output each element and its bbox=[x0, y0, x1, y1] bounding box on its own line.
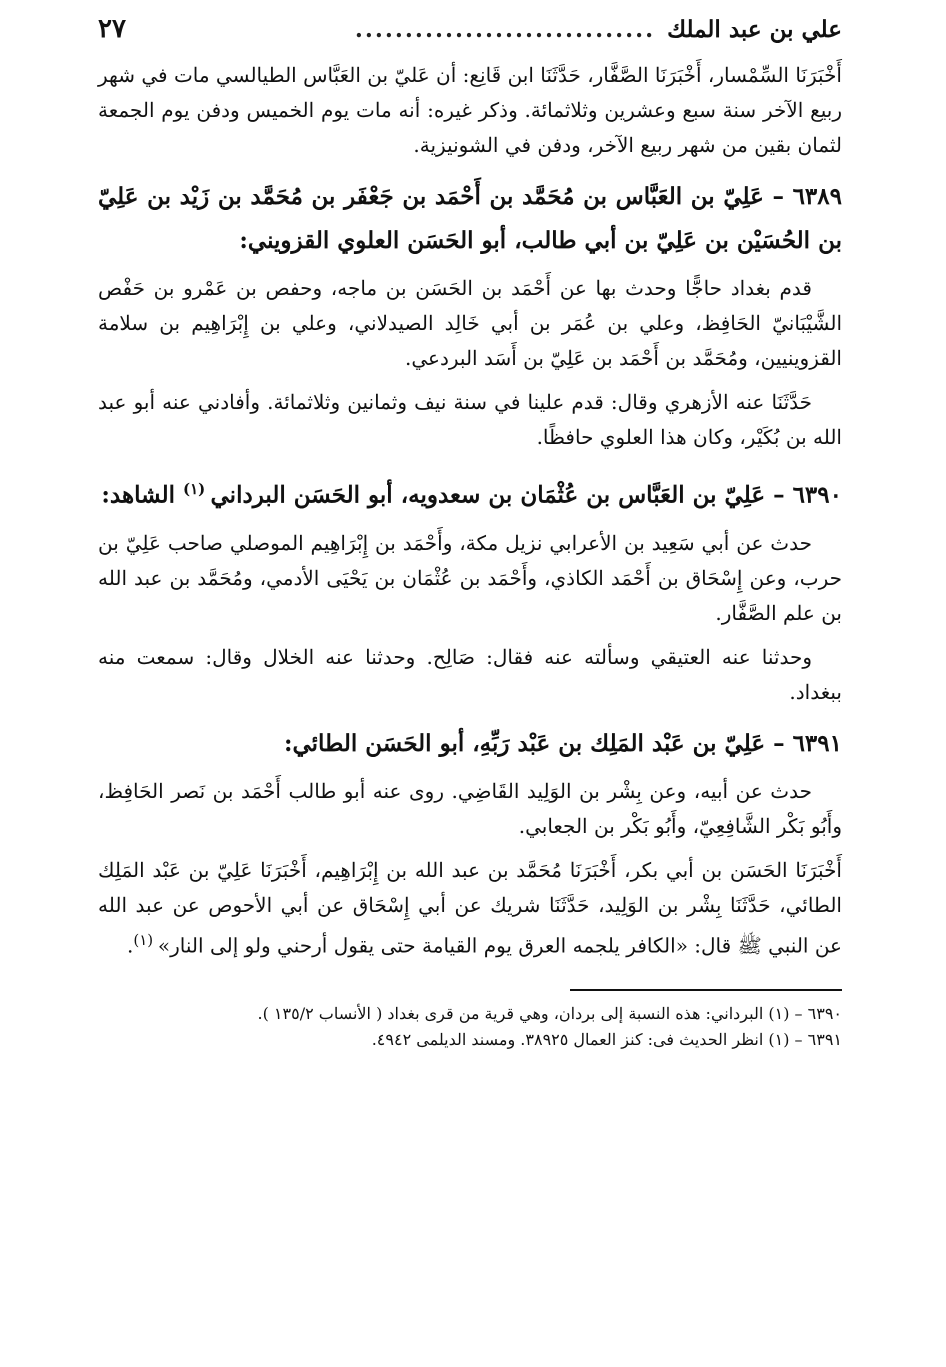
footnote-marker: (١) bbox=[133, 930, 158, 949]
paragraph-text: أَخْبَرَنَا الحَسَن بن أبي بكر، أَخْبَرَنَا مُحَمَّد بن عبد الله بن إِبْرَاهِيم، أَخْبَرَنَا عَلِيّ بن عَبْد المَلِك الطائي، حَدَّثَنَا بِشْر بن الوَلِيد، حَدَّثَنَا شريك عن أبي إِسْحَاق عن أبي الأحوص عن عبد الله عن النبي ﷺ قال: «الكافر يلجمه العرق يوم القيامة حتى يقول أرحني ولو إلى النار» bbox=[98, 857, 842, 958]
footnote: ٦٣٩١ – (١) انظر الحديث فى: كنز العمال ٣٨٩٢٥. ومسند الديلمى ٤٩٤٢. bbox=[371, 1030, 842, 1050]
footnotes bbox=[98, 1001, 842, 1053]
paragraph-text: وحدثنا عنه العتيقي وسألته عنه فقال: صَالِح. وحدثنا عنه الخلال وقال: سمعت منه ببغداد. bbox=[98, 644, 842, 704]
paragraph-text: حدث عن أبيه، وعن بِشْر بن الوَلِيد القَاضِي. روى عنه أبو طالب أَحْمَد بن نَصر الحَافِظ، وأَبُو بَكْر الشَّافِعِيّ، وأَبُو بَكْر بن الجعابي. bbox=[98, 778, 842, 838]
footnote: ٦٣٩٠ – (١) البرداني: هذه النسبة إلى بردان، وهي قرية من قرى بغداد ( الأنساب ١٣٥/٢ ). bbox=[257, 1004, 842, 1024]
heading-tail-text: الشاهد: bbox=[101, 481, 183, 509]
body-paragraph bbox=[98, 774, 842, 844]
body-paragraph bbox=[98, 385, 842, 455]
page-number: ٢٧ bbox=[98, 14, 126, 44]
entry-heading-text: ٦٣٩١ – عَلِيّ بن عَبْد المَلِك بن عَبْد رَبِّهِ، أبو الحَسَن الطائي: bbox=[283, 729, 842, 757]
entry-heading-text: ٦٣٩٠ – عَلِيّ بن العَبَّاس بن عُثْمَان بن سعدويه، أبو الحَسَن البرداني bbox=[210, 481, 842, 509]
leader-dots: .............................. bbox=[354, 16, 656, 43]
paragraph-text: قدم بغداد حاجًّا وحدث بها عن أَحْمَد بن الحَسَن بن ماجه، وحفص بن عَمْرو بن حَفْص الشَّيْبَانيّ الحَافِظ، وعلي بن عُمَر بن أبي خَالِد الصيدلاني، وعلي بن إِبْرَاهِيم بن سلامة القزوينيين، ومُحَمَّد بن أَحْمَد بن عَلِيّ بن أَسَد البردعي. bbox=[98, 276, 842, 370]
body-paragraph bbox=[98, 640, 842, 710]
running-title: علي بن عبد الملك bbox=[667, 16, 842, 43]
heading-tail-text: . bbox=[127, 933, 134, 958]
body-paragraph bbox=[98, 58, 842, 163]
running-header bbox=[98, 14, 842, 58]
entry-heading-text: ٦٣٨٩ – عَلِيّ بن العَبَّاس بن مُحَمَّد بن أَحْمَد بن جَعْفَر بن مُحَمَّد بن زَيْد بن عَلِيّ بن الحُسَيْن بن عَلِيّ بن أبي طالب، أبو الحَسَن العلوي القزويني: bbox=[98, 183, 842, 254]
entry-heading bbox=[98, 175, 842, 263]
footnote-marker: (١) bbox=[183, 480, 211, 498]
body-paragraph bbox=[98, 526, 842, 631]
entry-heading bbox=[98, 467, 842, 518]
footnote-rule bbox=[570, 989, 842, 991]
main-text bbox=[98, 58, 842, 963]
entry-heading bbox=[98, 722, 842, 766]
paragraph-text: حدث عن أبي سَعِيد بن الأعرابي نزيل مكة، وأَحْمَد بن إِبْرَاهِيم الموصلي صاحب عَلِيّ بن حرب، وعن إِسْحَاق بن أَحْمَد الكاذي، وأَحْمَد بن عُثْمَان بن يَحْيَى الأدمي، ومُحَمَّد بن عبد الله بن علم الصَّفَّار. bbox=[98, 530, 842, 625]
paragraph-text: حَدَّثَنَا عنه الأزهري وقال: قدم علينا في سنة نيف وثمانين وثلاثمائة. وأفادني عنه أبو عبد الله بن بُكَيْر، وكان هذا العلوي حافظًا. bbox=[98, 390, 842, 449]
body-paragraph bbox=[98, 271, 842, 376]
paragraph-text: أَخْبَرَنَا السِّمْسار، أَخْبَرَنَا الصَّفَّار، حَدَّثَنَا ابن قَانِع: أن عَليّ بن العَبَّاس الطيالسي مات في شهر ربيع الآخر سنة سبع وعشرين وثلاثمائة. وذكر غيره: أنه مات يوم الخميس ودفن يوم الجمعة لثمان بقين من شهر ربيع الآخر، ودفن في الشونيزية. bbox=[97, 63, 842, 157]
body-paragraph bbox=[98, 853, 842, 964]
